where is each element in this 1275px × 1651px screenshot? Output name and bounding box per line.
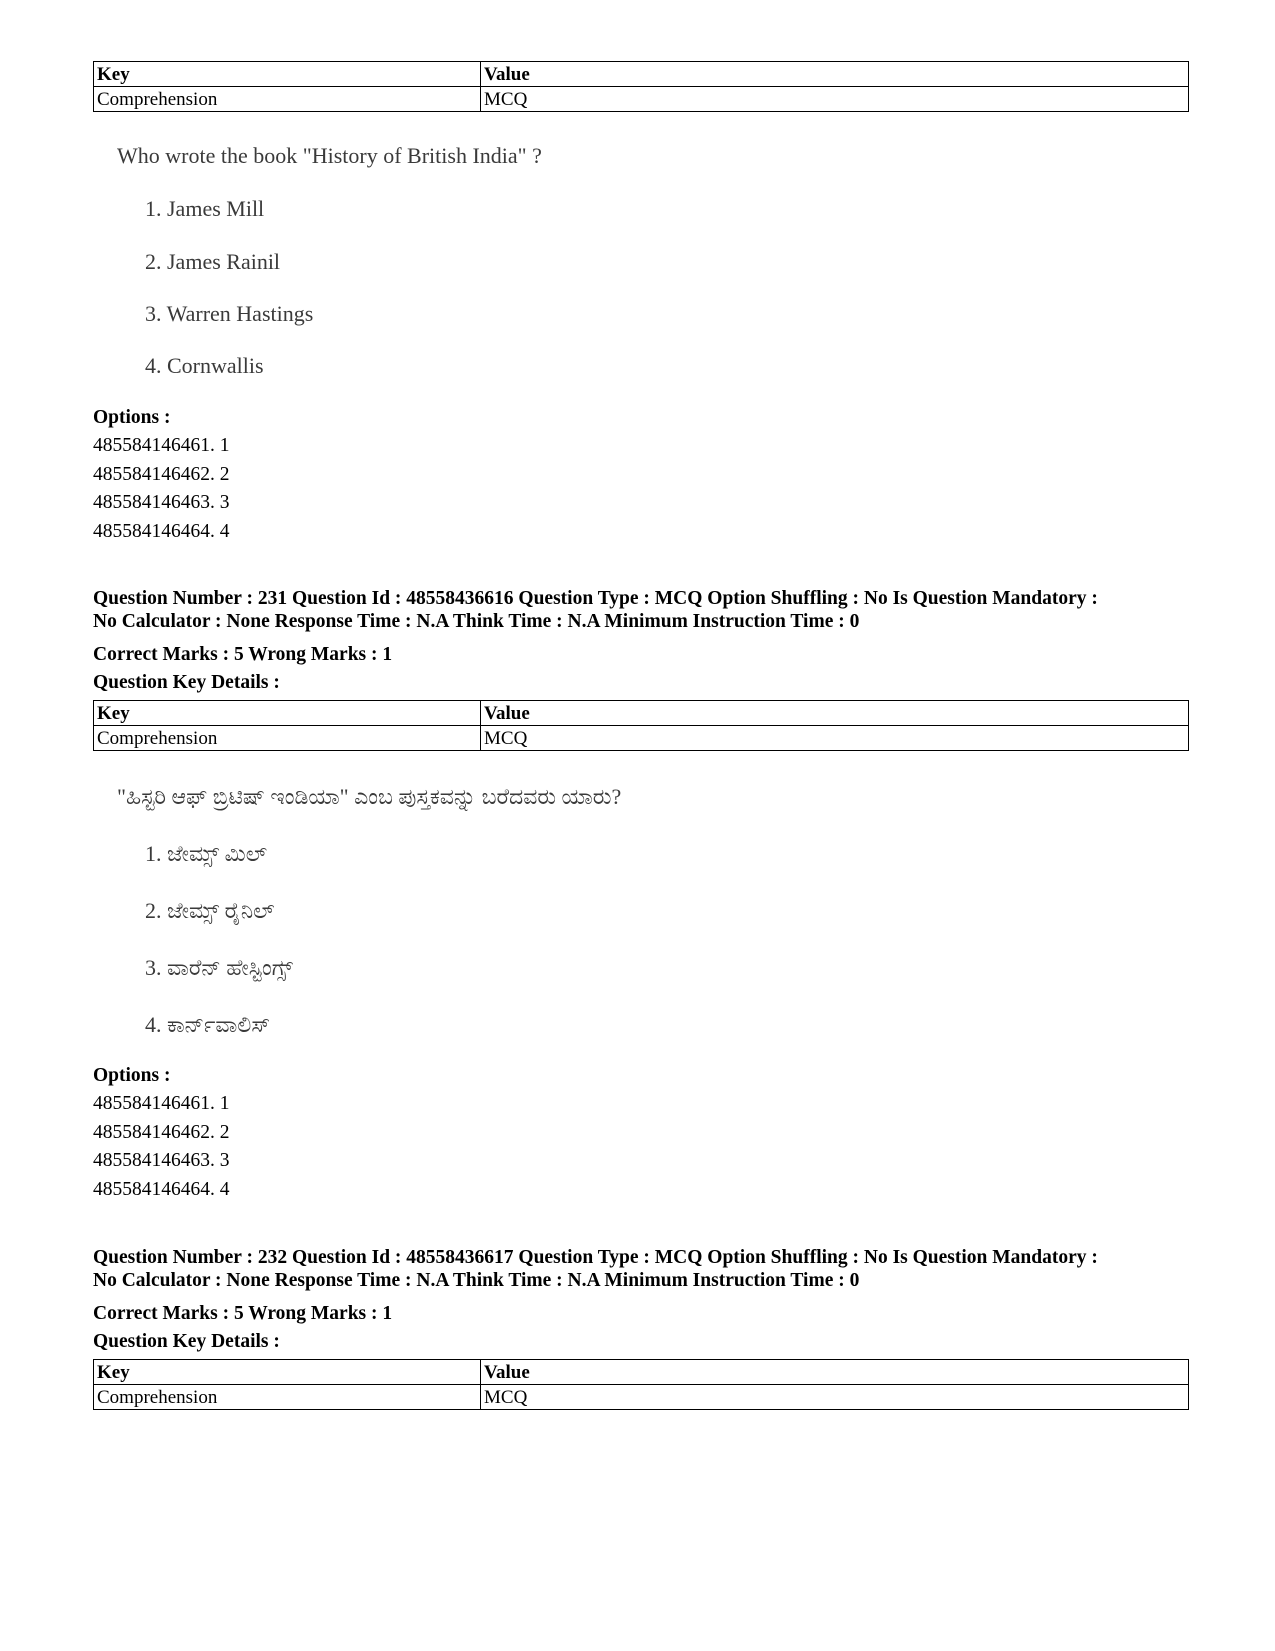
table-cell-value: MCQ: [481, 1385, 1189, 1410]
question-option: 4. Cornwallis: [145, 353, 264, 378]
table-header-key: Key: [94, 701, 481, 726]
question-text: "ಹಿಸ್ಟರಿ ಆಫ್ ಬ್ರಿಟಿಷ್ ಇಂಡಿಯಾ" ಎಂಬ ಪುಸ್ತಕವನ್ನು ಬರೆದವರು ಯಾರು?: [117, 784, 622, 809]
question-option: 3. Warren Hastings: [145, 301, 314, 326]
table-header-value: Value: [481, 62, 1189, 87]
option-item: 485584146463. 3: [93, 492, 230, 513]
options-list: [93, 432, 230, 546]
marks-line: Correct Marks : 5 Wrong Marks : 1: [93, 644, 393, 665]
option-item: 485584146461. 1: [93, 435, 230, 456]
options-label: Options :: [93, 407, 171, 428]
question-option: 2. ಜೇಮ್ಸ್ ರೈನಿಲ್: [145, 898, 275, 923]
key-details-label: Question Key Details :: [93, 672, 280, 693]
question-option: 1. ಜೇಮ್ಸ್ ಮಿಲ್: [145, 841, 268, 866]
table-cell-key: Comprehension: [94, 87, 481, 112]
key-details-table-2: [93, 1359, 1189, 1410]
option-item: 485584146462. 2: [93, 1121, 230, 1143]
table-cell-value: MCQ: [481, 726, 1189, 751]
question-meta-line1: Question Number : 232 Question Id : 48558436617 Question Type : MCQ Option Shuffling : No Is Question Mandatory :: [93, 1247, 1098, 1268]
question-meta: [93, 1246, 1193, 1292]
option-item: 485584146462. 2: [93, 463, 230, 485]
key-details-table-0: [93, 61, 1189, 112]
key-details-label: Question Key Details :: [93, 1331, 280, 1352]
question-option: 1. James Mill: [145, 196, 265, 221]
key-details-table-1: [93, 700, 1189, 751]
table-cell-value: MCQ: [481, 87, 1189, 112]
table-header-value: Value: [481, 701, 1189, 726]
question-text: Who wrote the book "History of British India" ?: [117, 143, 542, 168]
option-item: 485584146464. 4: [93, 520, 230, 542]
question-option: 3. ವಾರೆನ್ ಹೇಸ್ಟಿಂಗ್ಸ್: [145, 955, 293, 980]
table-header-value: Value: [481, 1360, 1189, 1385]
question-meta-line1: Question Number : 231 Question Id : 48558436616 Question Type : MCQ Option Shuffling : No Is Question Mandatory :: [93, 588, 1098, 609]
question-option: 4. ಕಾರ್ನ್‌ವಾಲಿಸ್: [145, 1012, 271, 1037]
marks-line: Correct Marks : 5 Wrong Marks : 1: [93, 1303, 393, 1324]
option-item: 485584146461. 1: [93, 1093, 230, 1114]
options-list: [93, 1090, 230, 1204]
table-header-key: Key: [94, 62, 481, 87]
table-header-key: Key: [94, 1360, 481, 1385]
question-meta: [93, 587, 1193, 633]
option-item: 485584146463. 3: [93, 1150, 230, 1171]
option-item: 485584146464. 4: [93, 1178, 230, 1200]
question-meta-line2: No Calculator : None Response Time : N.A Think Time : N.A Minimum Instruction Time : 0: [93, 611, 860, 632]
question-option: 2. James Rainil: [145, 249, 281, 274]
options-label: Options :: [93, 1065, 171, 1086]
table-cell-key: Comprehension: [94, 726, 481, 751]
question-meta-line2: No Calculator : None Response Time : N.A Think Time : N.A Minimum Instruction Time : 0: [93, 1270, 860, 1291]
table-cell-key: Comprehension: [94, 1385, 481, 1410]
